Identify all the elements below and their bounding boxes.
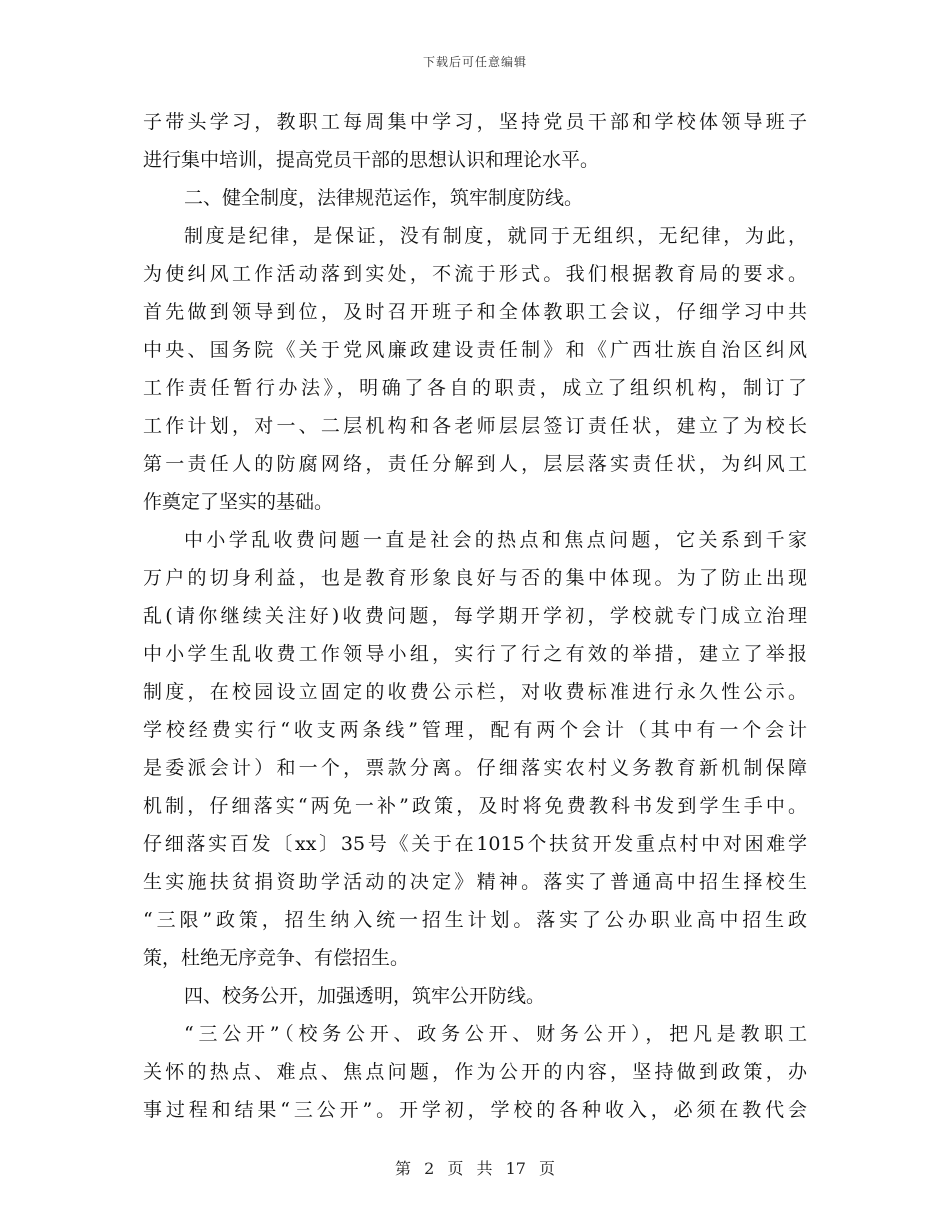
text-line: 乱(请你继续关注好)收费问题，每学期开学初，学校就专门成立治理 xyxy=(143,605,807,627)
document-body xyxy=(143,103,807,1129)
text-line: 仔细落实百发〔xx〕35号《关于在1015个扶贫开发重点村中对困难学 xyxy=(143,833,807,855)
page-footer xyxy=(0,1156,950,1179)
text-line: 为使纠风工作活动落到实处，不流于形式。我们根据教育局的要求。 xyxy=(143,263,807,285)
text-line: 第一责任人的防腐网络，责任分解到人，层层落实责任状，为纠风工 xyxy=(143,453,807,475)
page-header: 下载后可任意编辑 xyxy=(422,55,527,69)
text-line: 制度是纪律，是保证，没有制度，就同于无组织，无纪律，为此， xyxy=(184,225,807,247)
text-line: 机制，仔细落实“两免一补”政策，及时将免费教科书发到学生手中。 xyxy=(143,795,807,817)
text-line: 中小学生乱收费工作领导小组，实行了行之有效的举措，建立了举报 xyxy=(143,643,807,665)
text-line: 生实施扶贫捐资助学活动的决定》精神。落实了普通高中招生择校生 xyxy=(143,871,807,893)
text-line: 中央、国务院《关于党风廉政建设责任制》和《广西壮族自治区纠风 xyxy=(143,339,807,361)
text-line: 二、健全制度，法律规范运作，筑牢制度防线。 xyxy=(184,187,584,209)
footer-total-word: 共 xyxy=(476,1159,493,1178)
text-line: 工作计划，对一、二层机构和各老师层层签订责任状，建立了为校长 xyxy=(143,415,807,437)
text-line: 进行集中培训，提高党员干部的思想认识和理论水平。 xyxy=(143,149,600,171)
text-line: 作奠定了坚实的基础。 xyxy=(143,491,334,513)
text-line: 工作责任暂行办法》，明确了各自的职责，成立了组织机构，制订了 xyxy=(143,377,807,399)
text-line: 学校经费实行“收支两条线”管理，配有两个会计（其中有一个会计 xyxy=(143,719,807,741)
footer-total-pages: 17 xyxy=(505,1159,526,1178)
text-line: “三限”政策，招生纳入统一招生计划。落实了公办职业高中招生政 xyxy=(143,909,807,931)
text-line: 子带头学习，教职工每周集中学习，坚持党员干部和学校体领导班子 xyxy=(143,111,807,133)
text-line: 事过程和结果“三公开”。开学初，学校的各种收入，必须在教代会 xyxy=(143,1099,807,1121)
text-line: “三公开”（校务公开、政务公开、财务公开），把凡是教职工 xyxy=(184,1023,807,1045)
text-line: 策，杜绝无序竞争、有偿招生。 xyxy=(143,947,410,969)
text-line: 首先做到领导到位，及时召开班子和全体教职工会议，仔细学习中共 xyxy=(143,301,807,323)
text-line: 是委派会计）和一个，票款分离。仔细落实农村义务教育新机制保障 xyxy=(143,757,807,779)
footer-page-word: 页 xyxy=(447,1159,464,1178)
footer-prefix: 第 xyxy=(394,1159,411,1178)
footer-suffix: 页 xyxy=(539,1159,556,1178)
text-line: 中小学乱收费问题一直是社会的热点和焦点问题，它关系到千家 xyxy=(184,529,807,551)
text-line: 四、校务公开，加强透明，筑牢公开防线。 xyxy=(184,985,546,1007)
text-line: 万户的切身利益，也是教育形象良好与否的集中体现。为了防止出现 xyxy=(143,567,807,589)
footer-current-page: 2 xyxy=(424,1159,435,1178)
text-line: 关怀的热点、难点、焦点问题，作为公开的内容，坚持做到政策，办 xyxy=(143,1061,807,1083)
text-line: 制度，在校园设立固定的收费公示栏，对收费标准进行永久性公示。 xyxy=(143,681,807,703)
